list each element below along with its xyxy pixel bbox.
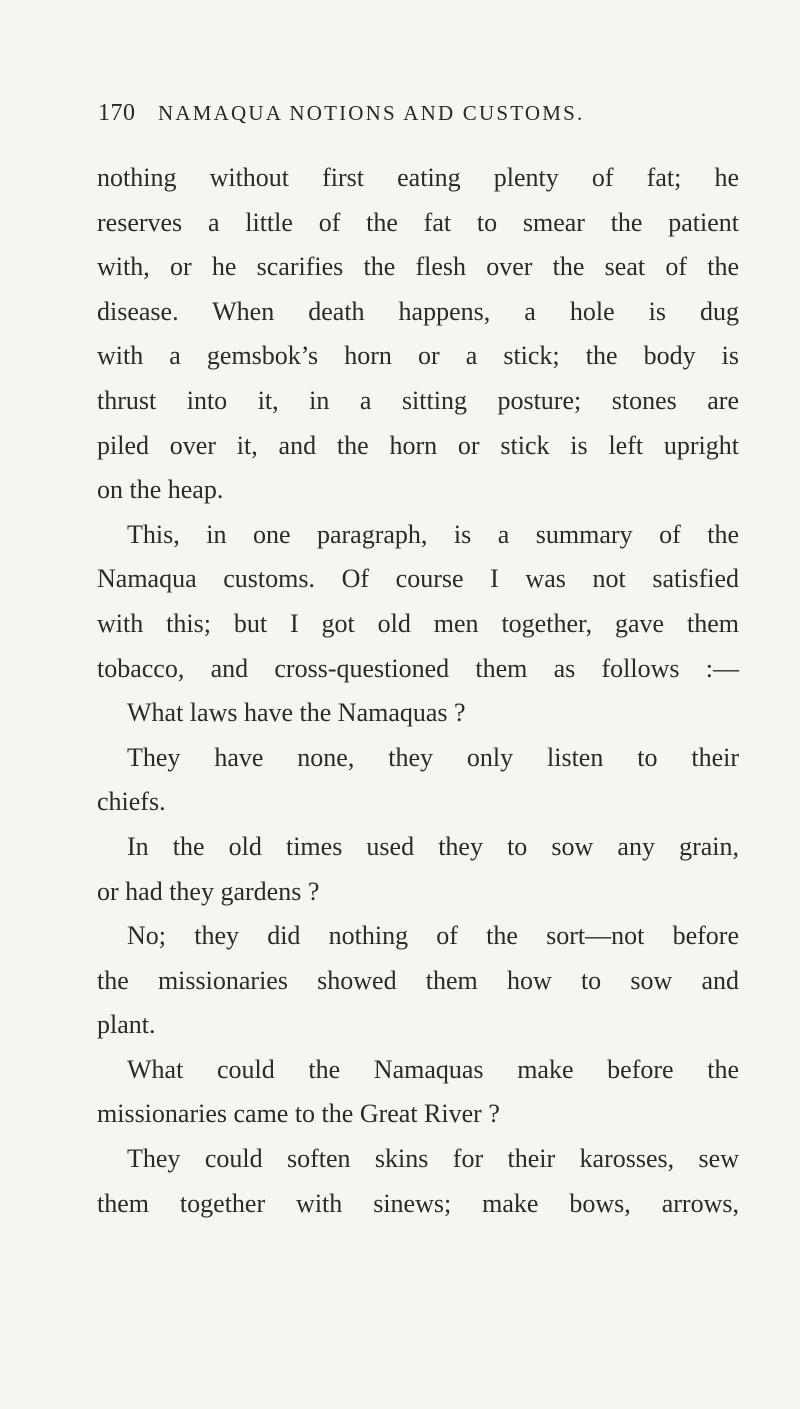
text-line: with, or he scarifies the flesh over the seat of the (97, 252, 739, 282)
text-line: chiefs. (97, 787, 166, 817)
text-line: This, in one paragraph, is a summary of the (127, 519, 739, 549)
text-line: What could the Namaquas make before the (127, 1054, 739, 1084)
text-line: with this; but I got old men together, gave them (97, 608, 739, 638)
body-text (97, 156, 739, 1226)
text-line: nothing without first eating plenty of fat; he (97, 163, 739, 192)
text-line: disease. When death happens, a hole is dug (97, 296, 739, 326)
text-line: In the old times used they to sow any grain, (127, 831, 739, 861)
text-line: plant. (97, 1010, 156, 1040)
text-line: the missionaries showed them how to sow and (97, 965, 739, 995)
text-line: tobacco, and cross-questioned them as follows :— (97, 653, 739, 683)
text-line: piled over it, and the horn or stick is left upright (97, 430, 739, 460)
page-header (98, 100, 738, 127)
text-line: No; they did nothing of the sort—not before (127, 921, 739, 951)
text-line: What laws have the Namaquas ? (127, 698, 466, 728)
running-head: NAMAQUA NOTIONS AND CUSTOMS. (158, 101, 585, 125)
text-line: reserves a little of the fat to smear the patient (97, 207, 739, 237)
text-line: on the heap. (97, 475, 224, 505)
text-line: or had they gardens ? (97, 876, 320, 906)
text-line: They have none, they only listen to their (127, 742, 739, 772)
text-line: with a gemsbok’s horn or a stick; the body is (97, 341, 739, 371)
text-line: They could soften skins for their karosses, sew (127, 1144, 739, 1174)
text-line: them together with sinews; make bows, arrows, (97, 1188, 739, 1218)
text-line: thrust into it, in a sitting posture; stones are (97, 385, 739, 415)
page-number: 170 (98, 100, 136, 126)
text-line: Namaqua customs. Of course I was not satisfied (97, 564, 739, 594)
text-line: missionaries came to the Great River ? (97, 1099, 500, 1129)
